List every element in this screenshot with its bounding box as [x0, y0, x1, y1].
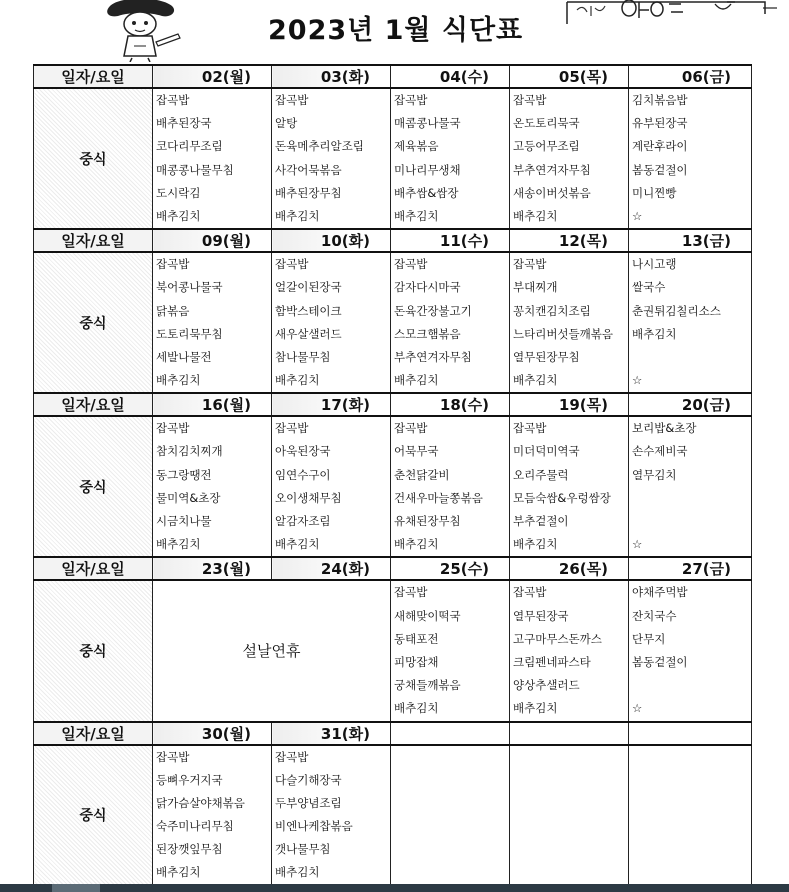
menu-item: 부추겉절이 [513, 514, 569, 528]
menu-item: 돈육메추리알조림 [275, 139, 364, 154]
lunch-menu-row [34, 252, 752, 393]
day-menu-cell [629, 416, 752, 557]
lunch-menu-row [34, 88, 752, 229]
day-menu-cell [510, 88, 629, 229]
menu-item: 아욱된장국 [275, 444, 331, 459]
menu-item: 스모크햄볶음 [394, 326, 461, 341]
menu-item: 배추김치 [513, 373, 558, 388]
menu-item [632, 792, 751, 815]
menu-item: 잡곡밥 [394, 93, 428, 107]
menu-item: 단무지 [632, 631, 666, 646]
menu-item: 참치김치찌개 [156, 444, 223, 459]
menu-item: 배추김치 [156, 865, 201, 880]
menu-item: 동그랑땡전 [156, 467, 212, 482]
day-menu-cell [153, 416, 272, 557]
menu-item: 봄동겉절이 [632, 654, 688, 669]
menu-item: 잡곡밥 [513, 585, 547, 600]
menu-item: 피망잡채 [394, 654, 439, 669]
day-header: 31(화) [272, 722, 391, 745]
menu-item: 어묵무국 [394, 444, 439, 459]
lunch-menu-row [34, 580, 752, 721]
day-menu-cell [391, 88, 510, 229]
menu-item [394, 746, 509, 769]
menu-item: 미더덕미역국 [513, 444, 580, 459]
page-title: 2023년 1월 식단표 [268, 15, 524, 46]
menu-item: 배추김치 [394, 537, 439, 552]
menu-item [632, 861, 751, 884]
menu-item: 오리주물럭 [513, 467, 569, 482]
menu-item: 함박스테이크 [275, 303, 342, 318]
menu-item: 매콤콩나물국 [394, 116, 461, 131]
meal-schedule-table [33, 64, 752, 886]
menu-item: 미니찐빵 [632, 185, 677, 200]
day-menu-cell [153, 88, 272, 229]
day-header: 11(수) [391, 229, 510, 252]
day-menu-cell [510, 745, 629, 886]
date-weekday-label: 일자/요일 [34, 229, 153, 252]
menu-item: 계란후라이 [632, 139, 688, 154]
menu-item: 배추김치 [156, 208, 201, 223]
day-menu-cell [153, 745, 272, 886]
menu-item [632, 838, 751, 861]
day-menu-cell [510, 252, 629, 393]
menu-item: 배추김치 [275, 865, 320, 880]
menu-item: 시금치나물 [156, 514, 212, 528]
menu-item: 잡곡밥 [513, 421, 547, 436]
menu-item [513, 769, 628, 792]
day-header [629, 722, 752, 745]
lunch-label: 중식 [34, 745, 153, 886]
menu-item: 사각어묵볶음 [275, 162, 342, 177]
menu-item: 돈육간장불고기 [394, 303, 472, 318]
day-header: 12(목) [510, 229, 629, 252]
menu-item: 미나리무생채 [394, 162, 461, 177]
menu-item: ☆ [632, 701, 643, 716]
menu-item: 느타리버섯들깨볶음 [513, 326, 613, 341]
lunch-menu-row [34, 745, 752, 886]
week-header-row [34, 65, 752, 88]
week-header-row [34, 557, 752, 580]
window-taskbar [0, 884, 789, 892]
menu-item: 배추김치 [394, 373, 439, 388]
menu-item: 봄동겉절이 [632, 162, 688, 177]
day-header: 20(금) [629, 393, 752, 416]
menu-item: 온도토리묵국 [513, 116, 580, 131]
date-weekday-label: 일자/요일 [34, 557, 153, 580]
menu-item: 춘권튀김칠리소스 [632, 303, 721, 318]
menu-item: 배추김치 [632, 326, 677, 341]
day-menu-cell [391, 416, 510, 557]
menu-item: 크림펜네파스타 [513, 654, 591, 669]
day-header: 19(목) [510, 393, 629, 416]
menu-item: 오이생채무침 [275, 490, 342, 505]
menu-item [394, 861, 509, 884]
menu-item [632, 510, 751, 533]
lunch-label: 중식 [34, 88, 153, 229]
day-header: 23(월) [153, 557, 272, 580]
menu-item: 유부된장국 [632, 116, 688, 131]
menu-item: 잡곡밥 [275, 749, 309, 764]
menu-item [632, 815, 751, 838]
menu-item: 손수제비국 [632, 444, 688, 459]
menu-item: ☆ [632, 537, 643, 552]
menu-item: 배추김치 [275, 537, 320, 552]
menu-item: 알감자조림 [275, 514, 331, 528]
menu-item: 도시락김 [156, 185, 201, 200]
menu-item: 제육볶음 [394, 139, 439, 154]
menu-item: 배추김치 [275, 208, 320, 223]
date-weekday-label: 일자/요일 [34, 65, 153, 88]
day-header: 25(수) [391, 557, 510, 580]
menu-item: 잡곡밥 [394, 585, 428, 600]
day-header: 09(월) [153, 229, 272, 252]
menu-item: 배추김치 [394, 701, 439, 716]
menu-item [632, 487, 751, 510]
menu-item: 된장깻잎무침 [156, 842, 223, 857]
menu-item: 나시고랭 [632, 257, 677, 272]
menu-item [394, 769, 509, 792]
day-header [391, 722, 510, 745]
menu-item: 열무된장무침 [513, 349, 580, 364]
lunch-label: 중식 [34, 580, 153, 721]
day-header: 17(화) [272, 393, 391, 416]
menu-item: 감자다시마국 [394, 280, 461, 295]
menu-item: 건새우마늘쫑볶음 [394, 490, 483, 505]
menu-item: 궁채들깨볶음 [394, 678, 461, 693]
menu-item: 북어콩나물국 [156, 280, 223, 295]
menu-item [632, 674, 751, 697]
menu-item: 부추연겨자무침 [394, 349, 472, 364]
menu-item: 잡곡밥 [156, 421, 190, 436]
menu-item: 새우살샐러드 [275, 326, 342, 341]
menu-item: 유채된장무침 [394, 514, 461, 528]
menu-item: 새송이버섯볶음 [513, 185, 591, 200]
menu-item: 등뼈우거지국 [156, 772, 223, 787]
menu-item: 배추된장국 [156, 116, 212, 131]
day-header: 10(화) [272, 229, 391, 252]
menu-item [394, 838, 509, 861]
mascot-illustration [100, 0, 190, 62]
day-menu-cell [391, 252, 510, 393]
day-menu-cell [272, 252, 391, 393]
menu-item: 두부양념조림 [275, 795, 342, 810]
day-menu-cell [391, 580, 510, 721]
day-menu-cell [629, 252, 752, 393]
menu-item [513, 861, 628, 884]
menu-item: 부대찌개 [513, 280, 558, 295]
menu-item: 코다리무조림 [156, 139, 223, 154]
menu-item: 동태포전 [394, 631, 439, 646]
menu-item: 참나물무침 [275, 349, 331, 364]
menu-item: 꽁치캔김치조림 [513, 303, 591, 318]
menu-item: 보리밥&초장 [632, 421, 697, 436]
day-header: 16(월) [153, 393, 272, 416]
menu-item [632, 769, 751, 792]
menu-item: 잡곡밥 [275, 421, 309, 436]
menu-item: 고등어무조림 [513, 139, 580, 154]
menu-item: 배추김치 [513, 208, 558, 223]
day-header: 06(금) [629, 65, 752, 88]
menu-item [513, 746, 628, 769]
day-header: 18(수) [391, 393, 510, 416]
menu-item: 모듬숙쌈&우렁쌈장 [513, 490, 611, 505]
menu-item: 세발나물전 [156, 349, 212, 364]
menu-item: 얼갈이된장국 [275, 280, 342, 295]
lunch-menu-row [34, 416, 752, 557]
menu-item [513, 838, 628, 861]
menu-item: 배추김치 [275, 373, 320, 388]
day-menu-cell [510, 580, 629, 721]
menu-item: 갯나물무침 [275, 842, 331, 857]
day-header: 03(화) [272, 65, 391, 88]
day-menu-cell [153, 252, 272, 393]
menu-item: 부추연겨자무침 [513, 162, 591, 177]
menu-item [632, 746, 751, 769]
day-header: 02(월) [153, 65, 272, 88]
day-menu-cell [629, 580, 752, 721]
lunch-label: 중식 [34, 252, 153, 393]
menu-item: 김치볶음밥 [632, 93, 688, 107]
day-header: 05(목) [510, 65, 629, 88]
taskbar-tab[interactable] [52, 884, 100, 892]
day-menu-cell [510, 416, 629, 557]
day-header [510, 722, 629, 745]
lunch-label: 중식 [34, 416, 153, 557]
handwritten-signature [565, 0, 789, 26]
menu-item: 열무된장국 [513, 608, 569, 623]
menu-item: 닭볶음 [156, 303, 190, 318]
menu-item: 도토리묵무침 [156, 326, 223, 341]
menu-item: 잡곡밥 [275, 93, 309, 107]
menu-item: 양상추샐러드 [513, 678, 580, 693]
menu-item: 알탕 [275, 116, 298, 131]
menu-item: 잡곡밥 [394, 257, 428, 272]
menu-item: ☆ [632, 208, 643, 223]
week-header-row [34, 722, 752, 745]
menu-item: 잡곡밥 [156, 93, 190, 107]
day-menu-cell [629, 88, 752, 229]
menu-item: 잡곡밥 [156, 257, 190, 272]
menu-item: 잡곡밥 [394, 421, 428, 436]
menu-item: 배추김치 [156, 537, 201, 552]
menu-item: 배추김치 [156, 373, 201, 388]
menu-item: 배추김치 [513, 537, 558, 552]
menu-item: 매콩콩나물무침 [156, 162, 234, 177]
day-header: 24(화) [272, 557, 391, 580]
day-header: 13(금) [629, 229, 752, 252]
menu-item: 잔치국수 [632, 608, 677, 623]
menu-item [394, 815, 509, 838]
menu-item: 잡곡밥 [156, 749, 190, 764]
menu-item: 닭가슴살야채볶음 [156, 795, 245, 810]
menu-item: 다슬기해장국 [275, 772, 342, 787]
date-weekday-label: 일자/요일 [34, 722, 153, 745]
menu-item: 쌀국수 [632, 280, 666, 295]
menu-item: 임연수구이 [275, 467, 331, 482]
holiday-cell: 설날연휴 [153, 580, 391, 721]
menu-item: 배추쌈&쌈장 [394, 185, 459, 200]
day-menu-cell [272, 88, 391, 229]
day-menu-cell [272, 745, 391, 886]
menu-item: 비엔나케찹볶음 [275, 819, 353, 834]
menu-item: 숙주미나리무침 [156, 819, 234, 834]
day-header: 04(수) [391, 65, 510, 88]
menu-item [394, 792, 509, 815]
day-header: 26(목) [510, 557, 629, 580]
menu-item: 배추김치 [513, 701, 558, 716]
menu-item: 고구마무스돈까스 [513, 631, 602, 646]
menu-item [632, 346, 751, 369]
menu-item [513, 815, 628, 838]
menu-item [513, 792, 628, 815]
menu-item: 배추김치 [394, 208, 439, 223]
menu-item: 잡곡밥 [513, 93, 547, 107]
menu-item: 잡곡밥 [275, 257, 309, 272]
menu-item: 열무김치 [632, 467, 677, 482]
menu-item: 잡곡밥 [513, 257, 547, 272]
day-menu-cell [629, 745, 752, 886]
menu-item: 춘천닭갈비 [394, 467, 450, 482]
day-header: 27(금) [629, 557, 752, 580]
week-header-row [34, 229, 752, 252]
date-weekday-label: 일자/요일 [34, 393, 153, 416]
menu-item: 물미역&초장 [156, 490, 221, 505]
menu-item: 새해맞이떡국 [394, 608, 461, 623]
day-header: 30(월) [153, 722, 272, 745]
menu-item: 배추된장무침 [275, 185, 342, 200]
week-header-row [34, 393, 752, 416]
day-menu-cell [391, 745, 510, 886]
day-menu-cell [272, 416, 391, 557]
menu-item: ☆ [632, 373, 643, 388]
menu-item: 야채주먹밥 [632, 585, 688, 600]
